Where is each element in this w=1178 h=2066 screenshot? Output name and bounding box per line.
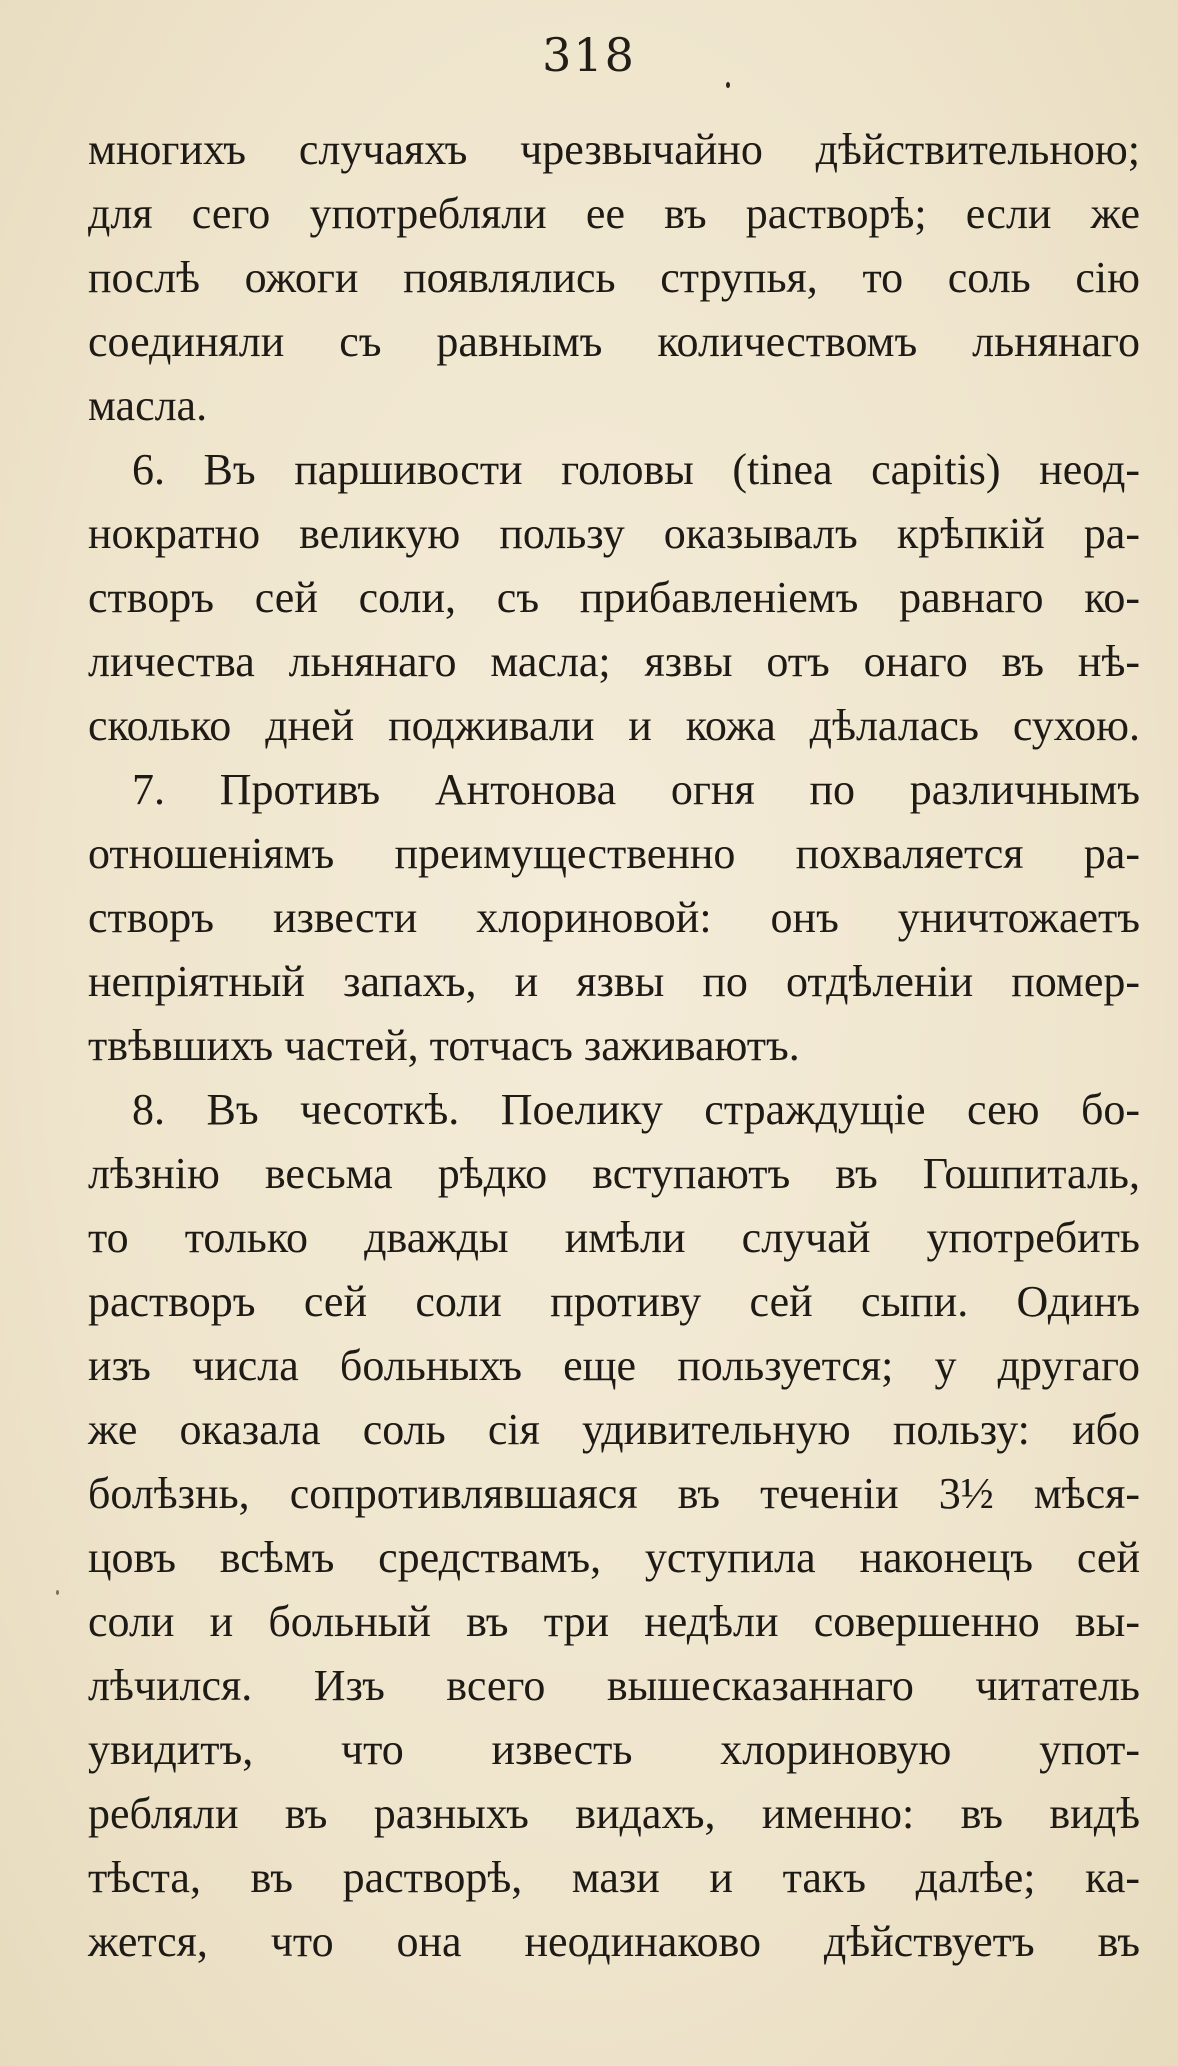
text-line: изъ числа больныхъ еще пользуется; у другаго <box>88 1341 1140 1390</box>
text-line: соединяли съ равнымъ количествомъ льнянаго <box>88 317 1140 366</box>
text-line: ребляли въ разныхъ видахъ, именно: въ видѣ <box>88 1789 1140 1838</box>
paragraph-7-start: 7. Противъ Антонова огня по различнымъ <box>132 765 1140 814</box>
text-line: створъ сей соли, съ прибавленіемъ равнаго ко- <box>88 573 1140 622</box>
text-line: сколько дней подживали и кожа дѣлалась сухою. <box>88 701 1140 750</box>
text-line: то только дважды имѣли случай употребить <box>88 1213 1140 1262</box>
page-number: 318 <box>542 28 636 82</box>
text-line: соли и больный въ три недѣли совершенно вы- <box>88 1597 1140 1646</box>
text-line: твѣвшихъ частей, тотчасъ заживаютъ. <box>88 1021 800 1070</box>
text-line: тѣста, въ растворѣ, мази и такъ далѣе; ка- <box>88 1853 1140 1902</box>
text-line: жется, что она неодинаково дѣйствуетъ въ <box>88 1917 1140 1966</box>
text-line: болѣзнь, сопротивлявшаяся въ теченіи 3½ мѣся- <box>88 1469 1140 1518</box>
text-line: растворъ сей соли противу сей сыпи. Одинъ <box>88 1277 1140 1326</box>
text-line: непріятный запахъ, и язвы по отдѣленіи помер- <box>88 957 1140 1006</box>
paragraph-6-start: 6. Въ паршивости головы (tinea capitis) неод- <box>132 445 1140 494</box>
text-line: лѣчился. Изъ всего вышесказаннаго читатель <box>88 1661 1140 1710</box>
text-line: для сего употребляли ее въ растворѣ; если же <box>88 189 1140 238</box>
text-line: послѣ ожоги появлялись струпья, то соль сію <box>88 253 1140 302</box>
text-line: многихъ случаяхъ чрезвычайно дѣйствительною; <box>88 125 1140 174</box>
text-line: масла. <box>88 381 208 430</box>
text-line: цовъ всѣмъ средствамъ, уступила наконецъ сей <box>88 1533 1140 1582</box>
text-line: створъ извести хлориновой: онъ уничтожаетъ <box>88 893 1140 942</box>
ink-speck <box>726 82 730 88</box>
text-line: лѣзнію весьма рѣдко вступаютъ въ Гошпиталь, <box>88 1149 1140 1198</box>
paragraph-8-start: 8. Въ чесоткѣ. Поелику страждущіе сею бо- <box>132 1085 1140 1134</box>
text-line: отношеніямъ преимущественно похваляется ра- <box>88 829 1140 878</box>
text-line: же оказала соль сія удивительную пользу: ибо <box>88 1405 1140 1454</box>
text-line: личества льнянаго масла; язвы отъ онаго въ нѣ- <box>88 637 1140 686</box>
text-line: нократно великую пользу оказывалъ крѣпкій ра- <box>88 509 1140 558</box>
text-line: увидитъ, что известь хлориновую упот- <box>88 1725 1140 1774</box>
ink-speck <box>56 1590 59 1595</box>
